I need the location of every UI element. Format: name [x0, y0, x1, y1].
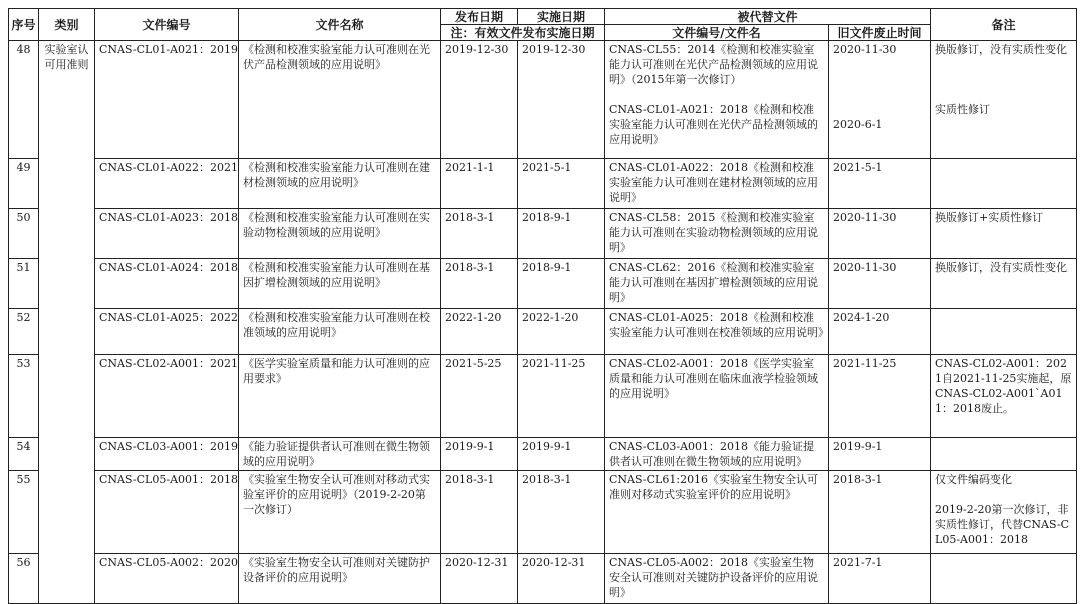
header-doc-number: 文件编号 — [95, 9, 239, 41]
table-row — [9, 209, 1077, 259]
doc-number: CNAS-CL01-A024：2018 — [95, 259, 239, 309]
remark — [931, 41, 1077, 159]
replaced-doc-entry: CNAS-CL01-A025：2018《检测和校准实验室能力认可准则在校准领域的应用说明》 — [609, 311, 829, 339]
table-body — [9, 41, 1077, 604]
header-publish-date: 发布日期 — [441, 9, 518, 25]
doc-number: CNAS-CL05-A002：2020 — [95, 554, 239, 604]
document-page — [8, 8, 1076, 604]
header-seq: 序号 — [9, 9, 39, 41]
replaced-doc-entry: CNAS-CL03-A001：2018《能力验证提供者认可准则在微生物领域的应用说明》 — [609, 440, 815, 468]
header-note: 注：有效文件发布实施日期 — [441, 25, 605, 41]
category-cell: 实验室认可用准则 — [39, 41, 95, 604]
table-row — [9, 159, 1077, 209]
obsolete-date — [829, 554, 931, 604]
obsolete-date-entry: 2021-5-1 — [833, 161, 883, 174]
doc-name: 《检测和校准实验室能力认可准则在基因扩增检测领域的应用说明》 — [239, 259, 441, 309]
doc-number: CNAS-CL05-A001：2018 — [95, 471, 239, 554]
doc-name: 《实验室生物安全认可准则对移动式实验室评价的应用说明》（2019-2-20第一次修订） — [239, 471, 441, 554]
publish-date: 2022-1-20 — [441, 309, 518, 355]
publish-date: 2020-12-31 — [441, 554, 518, 604]
remark — [931, 355, 1077, 438]
obsolete-date-entry: 2020-6-1 — [833, 118, 883, 131]
effective-date: 2022-1-20 — [518, 309, 605, 355]
obsolete-date-entry: 2024-1-20 — [833, 311, 890, 324]
effective-date: 2019-12-30 — [518, 41, 605, 159]
table-row — [9, 471, 1077, 554]
replaced-doc — [605, 554, 829, 604]
replaced-doc-entry: CNAS-CL02-A001：2018《医学实验室质量和能力认可准则在临床血液学检验领域的应用说明》 — [609, 357, 818, 400]
replaced-doc-entry: CNAS-CL01-A021：2018《检测和校准实验室能力认可准则在光伏产品检测领域的应用说明》 — [609, 103, 818, 146]
publish-date: 2021-1-1 — [441, 159, 518, 209]
doc-name: 《检测和校准实验室能力认可准则在光伏产品检测领域的应用说明》 — [239, 41, 441, 159]
effective-date: 2018-3-1 — [518, 471, 605, 554]
obsolete-date-entry: 2019-9-1 — [833, 440, 883, 453]
effective-date: 2021-5-1 — [518, 159, 605, 209]
remark — [931, 259, 1077, 309]
row-seq: 56 — [9, 554, 39, 604]
obsolete-date-entry: 2020-11-30 — [833, 261, 897, 274]
effective-date: 2020-12-31 — [518, 554, 605, 604]
publish-date: 2019-9-1 — [441, 438, 518, 471]
doc-number: CNAS-CL03-A001：2019 — [95, 438, 239, 471]
obsolete-date — [829, 159, 931, 209]
table-row — [9, 41, 1077, 159]
doc-name: 《医学实验室质量和能力认可准则的应用要求》 — [239, 355, 441, 438]
remark — [931, 471, 1077, 554]
header-effective-date: 实施日期 — [518, 9, 605, 25]
publish-date: 2021-5-25 — [441, 355, 518, 438]
replaced-doc-entry: CNAS-CL55：2014《检测和校准实验室能力认可准则在光伏产品检测领域的应用说明》（2015年第一次修订） — [609, 43, 818, 86]
replaced-doc — [605, 471, 829, 554]
row-seq: 51 — [9, 259, 39, 309]
remark-entry: 2019-2-20第一次修订，非实质性修订，代替CNAS-CL05-A001：2018 — [935, 503, 1070, 546]
row-seq: 50 — [9, 209, 39, 259]
publish-date: 2018-3-1 — [441, 259, 518, 309]
header-row-1 — [9, 9, 1077, 25]
replaced-doc — [605, 259, 829, 309]
obsolete-date — [829, 438, 931, 471]
effective-date: 2018-9-1 — [518, 209, 605, 259]
row-seq: 54 — [9, 438, 39, 471]
obsolete-date-entry: 2018-3-1 — [833, 473, 883, 486]
replaced-doc — [605, 41, 829, 159]
doc-name: 《能力验证提供者认可准则在微生物领域的应用说明》 — [239, 438, 441, 471]
remark — [931, 309, 1077, 355]
remark-entry: 换版修订，没有实质性变化 — [935, 43, 1068, 56]
doc-name: 《实验室生物安全认可准则对关键防护设备评价的应用说明》 — [239, 554, 441, 604]
header-remarks: 备注 — [931, 9, 1077, 41]
replaced-doc-entry: CNAS-CL62：2016《检测和校准实验室能力认可准则在基因扩增检测领域的应用说明》 — [609, 261, 818, 304]
doc-name: 《检测和校准实验室能力认可准则在建材检测领域的应用说明》 — [239, 159, 441, 209]
effective-date: 2021-11-25 — [518, 355, 605, 438]
header-replaced-doc: 文件编号/文件名 — [605, 25, 829, 41]
row-seq: 49 — [9, 159, 39, 209]
doc-name: 《检测和校准实验室能力认可准则在实验动物检测领域的应用说明》 — [239, 209, 441, 259]
remark-entry: 换版修订+实质性修订 — [935, 211, 1044, 224]
table-row — [9, 554, 1077, 604]
obsolete-date-entry: 2021-11-25 — [833, 357, 897, 370]
replaced-doc — [605, 438, 829, 471]
publish-date: 2018-3-1 — [441, 209, 518, 259]
obsolete-date — [829, 309, 931, 355]
replaced-doc-entry: CNAS-CL58：2015《检测和校准实验室能力认可准则在实验动物检测领域的应用说明》 — [609, 211, 818, 254]
row-seq: 55 — [9, 471, 39, 554]
remark-entry: 换版修订，没有实质性变化 — [935, 261, 1068, 274]
header-doc-name: 文件名称 — [239, 9, 441, 41]
obsolete-date-entry: 2021-7-1 — [833, 556, 883, 569]
header-obsolete-date: 旧文件废止时间 — [829, 25, 931, 41]
obsolete-date — [829, 471, 931, 554]
table-row — [9, 309, 1077, 355]
doc-number: CNAS-CL02-A001：2021 — [95, 355, 239, 438]
row-seq: 52 — [9, 309, 39, 355]
obsolete-date — [829, 259, 931, 309]
remark — [931, 209, 1077, 259]
table-row — [9, 355, 1077, 438]
table-row — [9, 438, 1077, 471]
regulation-table — [8, 8, 1077, 604]
replaced-doc — [605, 309, 829, 355]
effective-date: 2018-9-1 — [518, 259, 605, 309]
publish-date: 2019-12-30 — [441, 41, 518, 159]
replaced-doc-entry: CNAS-CL61:2016《实验室生物安全认可准则对移动式实验室评价的应用说明》 — [609, 473, 819, 501]
replaced-doc — [605, 209, 829, 259]
remark-entry: 实质性修订 — [935, 103, 991, 116]
effective-date: 2019-9-1 — [518, 438, 605, 471]
header-replaced: 被代替文件 — [605, 9, 931, 25]
replaced-doc-entry: CNAS-CL05-A002：2018《实验室生物安全认可准则对关键防护设备评价的应用说明》 — [609, 556, 818, 599]
doc-name: 《检测和校准实验室能力认可准则在校准领域的应用说明》 — [239, 309, 441, 355]
remark — [931, 554, 1077, 604]
replaced-doc — [605, 355, 829, 438]
obsolete-date-entry: 2020-11-30 — [833, 43, 897, 56]
remark-entry: CNAS-CL02-A001：2021自2021-11-25实施起，原CNAS-CL02-A001`A011：2018废止。 — [935, 357, 1072, 415]
doc-number: CNAS-CL01-A023：2018 — [95, 209, 239, 259]
doc-number: CNAS-CL01-A021：2019 — [95, 41, 239, 159]
doc-number: CNAS-CL01-A025：2022 — [95, 309, 239, 355]
obsolete-date — [829, 41, 931, 159]
remark — [931, 159, 1077, 209]
remark — [931, 438, 1077, 471]
table-row — [9, 259, 1077, 309]
replaced-doc — [605, 159, 829, 209]
obsolete-date — [829, 209, 931, 259]
header-category: 类别 — [39, 9, 95, 41]
row-seq: 53 — [9, 355, 39, 438]
obsolete-date-entry: 2020-11-30 — [833, 211, 897, 224]
doc-number: CNAS-CL01-A022：2021 — [95, 159, 239, 209]
obsolete-date — [829, 355, 931, 438]
publish-date: 2018-3-1 — [441, 471, 518, 554]
replaced-doc-entry: CNAS-CL01-A022：2018《检测和校准实验室能力认可准则在建材检测领域的应用说明》 — [609, 161, 818, 204]
row-seq: 48 — [9, 41, 39, 159]
remark-entry: 仅文件编码变化 — [935, 473, 1013, 486]
